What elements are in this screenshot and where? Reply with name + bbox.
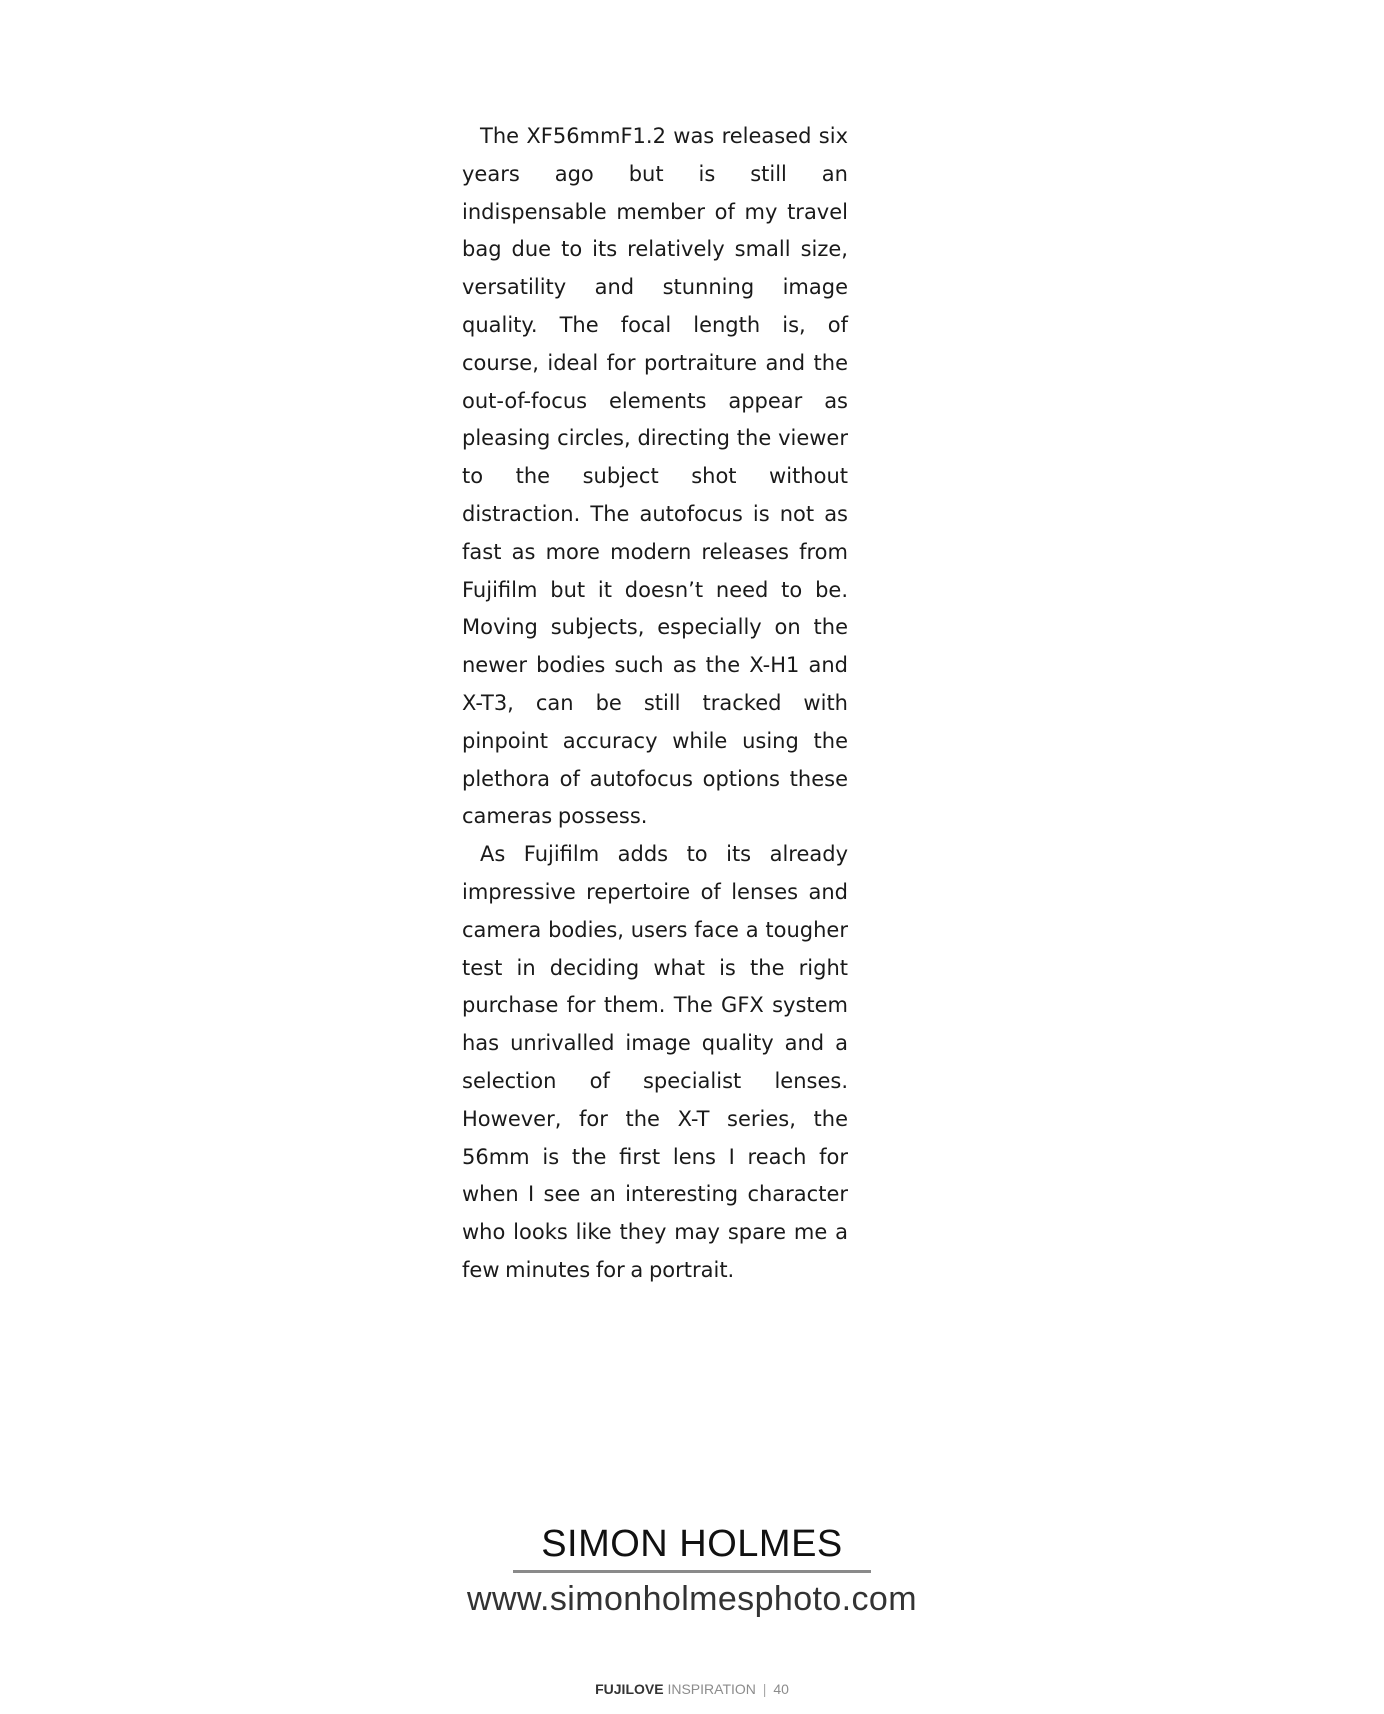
article-body	[462, 118, 848, 1290]
article-paragraph-2: As Fujifilm adds to its already impressive repertoire of lenses and camera bodies, users face a tougher test in deciding what is the right purchase for them. The GFX system has unrivalled image quality and a selection of specialist lenses. However, for the X-T series, the 56mm is the first lens I reach for when I see an interesting character who looks like they may spare me a few minutes for a portrait.	[462, 842, 848, 1282]
footer-page-number: 40	[773, 1681, 789, 1697]
footer-brand: FUJILOVE	[595, 1681, 664, 1697]
author-name: SIMON HOLMES	[513, 1520, 871, 1573]
article-paragraph-1: The XF56mmF1.2 was released six years ago but is still an indispensable member of my travel bag due to its relatively small size, versatility and stunning image quality. The focal length is, of course, ideal for portraiture and the out-of-focus elements appear as pleasing circles, directing the viewer to the subject shot without distraction. The autofocus is not as fast as more modern releases from Fujifilm but it doesn’t need to be. Moving subjects, especially on the newer bodies such as the X-H1 and X-T3, can be still tracked with pinpoint accuracy while using the plethora of autofocus options these cameras possess.	[462, 124, 848, 829]
footer-section: INSPIRATION	[667, 1681, 756, 1697]
author-credit	[0, 1520, 1384, 1621]
page-footer	[0, 1680, 1384, 1698]
author-website: www.simonholmesphoto.com	[467, 1580, 917, 1618]
footer-separator: |	[762, 1681, 767, 1697]
